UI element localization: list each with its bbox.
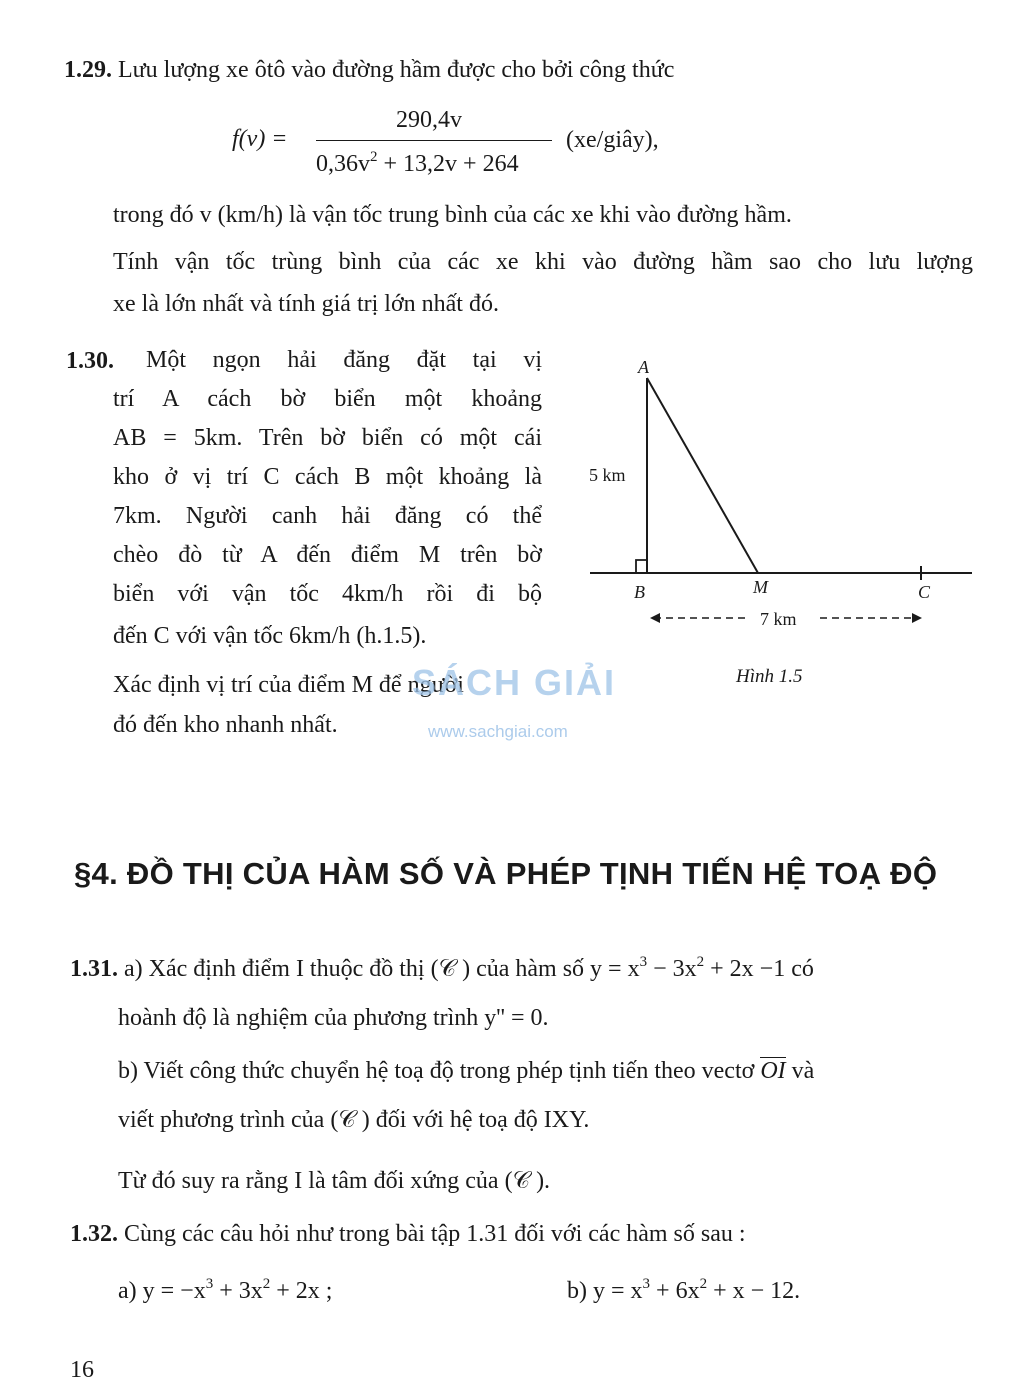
page-number: 16	[70, 1357, 94, 1383]
exercise-1-31-b-line2: viết phương trình của (𝒞 ) đối với hệ toạ độ IXY.	[118, 1107, 590, 1133]
formula-lhs: f(v) =	[232, 126, 288, 152]
label-b: B	[634, 582, 645, 602]
exercise-text: Cùng các câu hỏi như trong bài tập 1.31 đối với các hàm số sau :	[124, 1221, 746, 1247]
figure-caption: Hình 1.5	[736, 666, 803, 687]
exercise-text: b) Viết công thức chuyển hệ toạ độ trong phép tịnh tiến theo vectơ	[118, 1058, 761, 1084]
den-part: + 13,2v + 264	[383, 151, 519, 177]
label-c: C	[918, 582, 931, 602]
den-part: 0,36v	[316, 151, 370, 177]
exercise-1-31-c: Từ đó suy ra rằng I là tâm đối xứng của (𝒞 ).	[118, 1168, 551, 1194]
exercise-1-30-line: chèo đò từ A đến điểm M trên bờ	[113, 542, 542, 568]
exponent: 3	[639, 954, 648, 970]
exercise-1-31-a	[70, 954, 814, 982]
formula-unit: (xe/giây),	[566, 127, 659, 153]
label-ab-length: 5 km	[589, 465, 626, 485]
exercise-text: − 3x	[647, 956, 697, 982]
exercise-1-31-a-line2: hoành độ là nghiệm của phương trình y'' = 0.	[118, 1005, 549, 1031]
formula-numerator: 290,4v	[396, 107, 462, 133]
exercise-1-29-line4: xe là lớn nhất và tính giá trị lớn nhất đó.	[113, 291, 499, 317]
formula-part: + 3x	[213, 1278, 263, 1304]
exponent: 2	[696, 954, 705, 970]
exercise-text: a) Xác định điểm I thuộc đồ thị (𝒞 ) của hàm số y = x	[124, 956, 640, 982]
right-angle-mark	[636, 560, 647, 573]
exponent: 2	[262, 1276, 271, 1292]
formula-part: + 2x ;	[270, 1278, 333, 1304]
exponent: 3	[642, 1276, 651, 1292]
exercise-1-30-question: Xác định vị trí của điểm M để người	[113, 672, 464, 698]
vector-oi: OI	[760, 1058, 786, 1084]
exercise-text: Lưu lượng xe ôtô vào đường hầm được cho bởi công thức	[118, 57, 675, 83]
exponent: 2	[699, 1276, 708, 1292]
exercise-1-32-b	[567, 1276, 801, 1304]
exercise-1-31-b	[118, 1059, 814, 1083]
exercise-1-30-question: đó đến kho nhanh nhất.	[113, 712, 338, 738]
label-bc-length: 7 km	[760, 609, 797, 629]
exercise-1-30-line: AB = 5km. Trên bờ biển có một cái	[113, 425, 542, 451]
exercise-1-30-line: biển với vận tốc 4km/h rồi đi bộ	[113, 581, 542, 607]
exercise-1-30-line: 7km. Người canh hải đăng có thể	[113, 503, 542, 529]
fraction-bar	[316, 140, 552, 141]
exercise-1-30-line: trí A cách bờ biển một khoảng	[113, 386, 542, 412]
arrowhead-right	[912, 613, 922, 623]
exercise-1-30-line: kho ở vị trí C cách B một khoảng là	[113, 464, 542, 490]
exercise-1-32-intro	[70, 1222, 746, 1246]
label-m: M	[753, 577, 768, 597]
exercise-number: 1.29.	[64, 57, 112, 83]
exercise-1-29-line3: Tính vận tốc trùng bình của các xe khi vào đường hầm sao cho lưu lượng	[113, 249, 973, 275]
formula-denominator	[316, 149, 519, 177]
exercise-number: 1.30.	[66, 348, 114, 374]
exercise-number: 1.31.	[70, 956, 118, 982]
formula-part: b) y = x	[567, 1278, 643, 1304]
label-a: A	[638, 357, 649, 377]
formula-part: + 6x	[650, 1278, 700, 1304]
formula-part: + x − 12.	[707, 1278, 801, 1304]
exponent: 3	[205, 1276, 214, 1292]
exercise-1-30-line: Một ngọn hải đăng đặt tại vị	[146, 347, 542, 373]
exercise-number: 1.32.	[70, 1221, 118, 1247]
exercise-1-29-line2: trong đó v (km/h) là vận tốc trung bình của các xe khi vào đường hầm.	[113, 202, 792, 228]
exercise-1-29-intro	[64, 58, 674, 82]
den-exponent: 2	[370, 149, 378, 165]
figure-1-5	[580, 350, 980, 700]
exercise-1-32-a	[118, 1276, 333, 1304]
arrowhead-left	[650, 613, 660, 623]
exercise-text: + 2x −1 có	[704, 956, 814, 982]
formula-part: a) y = −x	[118, 1278, 206, 1304]
exercise-text: và	[785, 1058, 815, 1084]
watermark-logo: SÁCH GIẢI	[412, 662, 617, 703]
section-heading: §4. ĐỒ THỊ CỦA HÀM SỐ VÀ PHÉP TỊNH TIẾN HỆ TOẠ ĐỘ	[74, 856, 938, 891]
segment-am	[647, 378, 758, 573]
exercise-1-30-line: đến C với vận tốc 6km/h (h.1.5).	[113, 623, 427, 649]
watermark-url: www.sachgiai.com	[428, 722, 568, 741]
